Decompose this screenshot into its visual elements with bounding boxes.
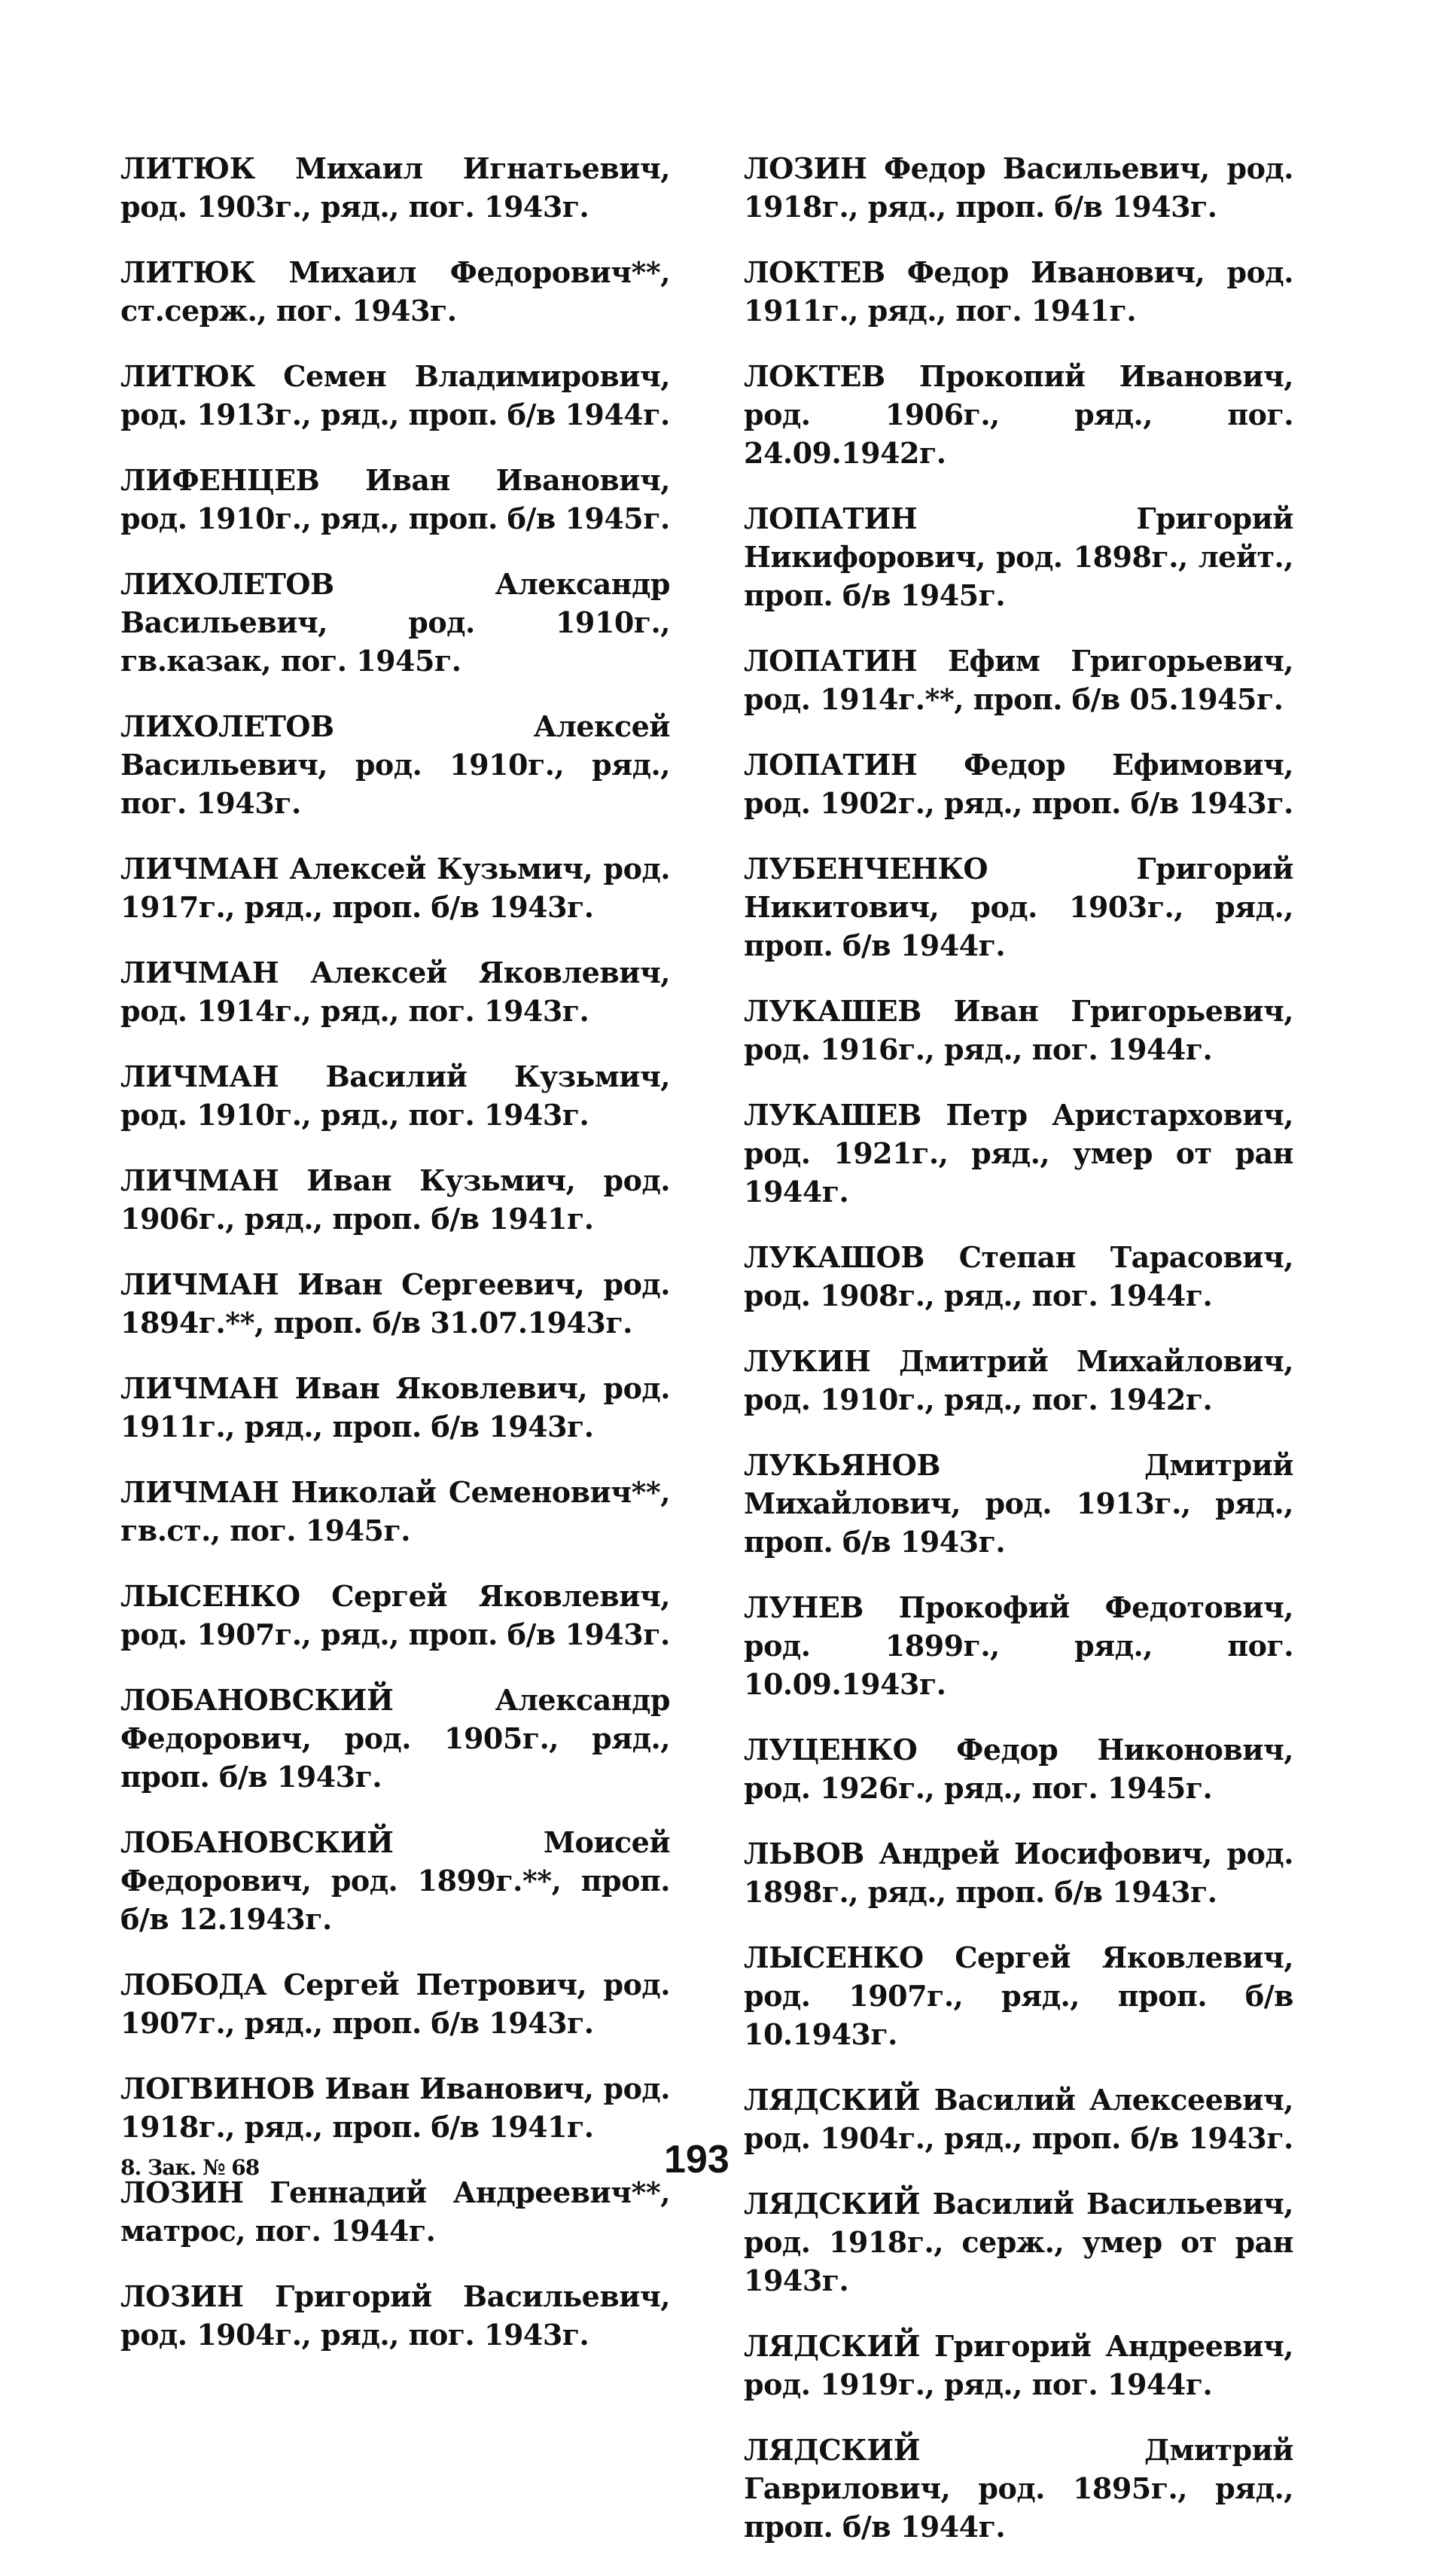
- list-item: [120, 707, 670, 822]
- entry-name: ЛИФЕНЦЕВ Иван Иванович,: [120, 463, 670, 497]
- list-item: [120, 1577, 670, 1654]
- entry-name: ЛЯДСКИЙ Дмитрий Гаврилович,: [744, 2433, 1293, 2505]
- list-item: [120, 1057, 670, 1134]
- entry-name: ЛИЧМАН Николай Семенович**,: [120, 1475, 670, 1509]
- list-item: [120, 2173, 670, 2250]
- list-item: [744, 1938, 1293, 2053]
- entry-details: род. 1910г., гв.казак, пог. 1945г.: [120, 605, 670, 678]
- list-item: [744, 1342, 1293, 1419]
- entry-details: род. 1911г., ряд., пог. 1941г.: [744, 255, 1293, 328]
- entry-details: род. 1910г., ряд., пог. 1943г.: [120, 748, 670, 820]
- entry-name: ЛУКАШЕВ Петр Аристархович,: [744, 1098, 1293, 1132]
- list-item: [744, 992, 1293, 1069]
- entry-name: ЛЯДСКИЙ Григорий Андреевич,: [744, 2329, 1293, 2363]
- entry-details: род. 1921г., ряд., умер от ран 1944г.: [744, 1136, 1293, 1209]
- entry-details: род. 1902г., ряд., проп. б/в 1943г.: [744, 786, 1293, 820]
- list-item: [120, 1161, 670, 1238]
- entry-name: ЛЯДСКИЙ Василий Васильевич,: [744, 2187, 1293, 2221]
- entry-details: род. 1918г., серж., умер от ран 1943г.: [744, 2225, 1293, 2297]
- entry-name: ЛИХОЛЕТОВ Алексей Васильевич,: [120, 709, 670, 782]
- entry-name: ЛИЧМАН Василий Кузьмич,: [120, 1059, 670, 1093]
- entry-name: ЛУЦЕНКО Федор Никонович,: [744, 1733, 1293, 1767]
- entry-details: гв.ст., пог. 1945г.: [120, 1514, 410, 1547]
- entry-name: ЛОЗИН Геннадий Андреевич**,: [120, 2175, 670, 2209]
- entry-name: ЛИЧМАН Иван Сергеевич,: [120, 1267, 585, 1301]
- entry-name: ЛОЗИН Григорий Васильевич,: [120, 2279, 670, 2313]
- list-item: [120, 849, 670, 926]
- list-item: [120, 357, 670, 434]
- list-item: [744, 2327, 1293, 2404]
- list-item: [744, 1446, 1293, 1561]
- entry-details: род. 1907г., ряд., проп. б/в 10.1943г.: [744, 1979, 1293, 2051]
- entry-name: ЛУНЕВ Прокофий Федотович,: [744, 1590, 1293, 1624]
- list-item: [744, 2081, 1293, 2157]
- entry-details: род. 1898г., ряд., проп. б/в 1943г.: [744, 1837, 1293, 1909]
- entry-name: ЛУБЕНЧЕНКО Григорий Никитович,: [744, 852, 1293, 924]
- entry-name: ЛОБОДА Сергей Петрович,: [120, 1968, 587, 2001]
- entry-name: ЛОКТЕВ Федор Иванович,: [744, 255, 1205, 289]
- entry-name: ЛУКАШЕВ Иван Григорьевич,: [744, 994, 1293, 1028]
- entry-details: род. 1899г.**, проп. б/в 12.1943г.: [120, 1864, 670, 1936]
- list-item: [744, 1096, 1293, 1211]
- entry-details: род. 1916г., ряд., пог. 1944г.: [744, 1032, 1213, 1066]
- list-item: [120, 1369, 670, 1446]
- entry-details: род. 1913г., ряд., проп. б/в 1943г.: [744, 1486, 1294, 1559]
- list-item: [744, 1588, 1293, 1703]
- left-column: [120, 149, 670, 2381]
- entry-details: род. 1910г., ряд., проп. б/в 1945г.: [120, 501, 670, 535]
- entry-name: ЛЬВОВ Андрей Иосифович,: [744, 1837, 1212, 1870]
- entry-details: род. 1918г., ряд., проп. б/в 1943г.: [744, 151, 1293, 224]
- entry-details: род. 1907г., ряд., проп. б/в 1943г.: [120, 1617, 670, 1651]
- entry-details: род. 1926г., ряд., пог. 1945г.: [744, 1771, 1213, 1805]
- page-number: 193: [664, 2138, 730, 2181]
- entry-name: ЛОБАНОВСКИЙ Александр Федорович,: [120, 1683, 670, 1755]
- entry-name: ЛЯДСКИЙ Василий Алексеевич,: [744, 2083, 1293, 2117]
- list-item: [120, 149, 670, 226]
- entry-details: род. 1910г., ряд., пог. 1942г.: [744, 1383, 1213, 1416]
- list-item: [120, 953, 670, 1030]
- entry-details: род. 1911г., ряд., проп. б/в 1943г.: [120, 1371, 670, 1444]
- entry-name: ЛИЧМАН Иван Яковлевич,: [120, 1371, 588, 1405]
- entry-name: ЛИТЮК Михаил Федорович**,: [120, 255, 670, 289]
- list-item: [120, 1265, 670, 1342]
- list-item: [120, 565, 670, 680]
- entry-details: род. 1919г., ряд., пог. 1944г.: [744, 2367, 1213, 2401]
- entry-details: род. 1914г.**, проп. б/в 05.1945г.: [744, 682, 1284, 716]
- list-item: [744, 499, 1293, 614]
- right-column: [744, 149, 1293, 2573]
- entry-details: род. 1894г.**, проп. б/в 31.07.1943г.: [120, 1267, 670, 1340]
- list-item: [744, 642, 1293, 718]
- entry-name: ЛОПАТИН Ефим Григорьевич,: [744, 644, 1293, 678]
- entry-details: род. 1905г., ряд., проп. б/в 1943г.: [120, 1721, 670, 1794]
- entry-details: род. 1898г., лейт., проп. б/в 1945г.: [744, 540, 1293, 612]
- list-item: [744, 1730, 1293, 1807]
- entry-details: род. 1904г., ряд., пог. 1943г.: [120, 2318, 589, 2352]
- list-item: [744, 1238, 1293, 1315]
- entry-name: ЛОГВИНОВ Иван Иванович,: [120, 2072, 594, 2105]
- entry-details: род. 1908г., ряд., пог. 1944г.: [744, 1279, 1213, 1312]
- entry-details: матрос, пог. 1944г.: [120, 2214, 436, 2248]
- entry-name: ЛОПАТИН Федор Ефимович,: [744, 748, 1293, 782]
- entry-details: род. 1904г., ряд., проп. б/в 1943г.: [744, 2121, 1293, 2155]
- list-item: [120, 1965, 670, 2042]
- entry-name: ЛУКЬЯНОВ Дмитрий Михайлович,: [744, 1448, 1293, 1520]
- entry-details: род. 1899г., ряд., пог. 10.09.1943г.: [744, 1629, 1293, 1701]
- entry-name: ЛИТЮК Семен Владимирович,: [120, 359, 670, 393]
- list-item: [120, 461, 670, 538]
- list-item: [744, 149, 1293, 226]
- entry-name: ЛОБАНОВСКИЙ Моисей Федорович,: [120, 1825, 670, 1898]
- entry-name: ЛИЧМАН Алексей Яковлевич,: [120, 956, 670, 989]
- list-item: [120, 1473, 670, 1550]
- list-item: [744, 2431, 1293, 2546]
- entry-details: род. 1913г., ряд., проп. б/в 1944г.: [120, 398, 670, 431]
- list-item: [744, 2184, 1293, 2300]
- list-item: [120, 1823, 670, 1938]
- entry-name: ЛУКИН Дмитрий Михайлович,: [744, 1344, 1293, 1378]
- list-item: [120, 2069, 670, 2146]
- entry-details: род. 1903г., ряд., пог. 1943г.: [120, 190, 589, 224]
- list-item: [744, 849, 1293, 965]
- entry-details: род. 1906г., ряд., пог. 24.09.1942г.: [744, 398, 1293, 470]
- entry-name: ЛИХОЛЕТОВ Александр Васильевич,: [120, 567, 670, 639]
- entry-name: ЛИЧМАН Алексей Кузьмич,: [120, 852, 593, 886]
- list-item: [744, 1834, 1293, 1911]
- entry-name: ЛОПАТИН Григорий Никифорович,: [744, 501, 1293, 574]
- entry-name: ЛОКТЕВ Прокопий Иванович,: [744, 359, 1293, 393]
- list-item: [744, 745, 1293, 822]
- entry-name: ЛИТЮК Михаил Игнатьевич,: [120, 151, 670, 185]
- entry-details: род. 1907г., ряд., проп. б/в 1943г.: [120, 1968, 670, 2040]
- entry-details: род. 1903г., ряд., проп. б/в 1944г.: [744, 890, 1294, 962]
- entry-details: род. 1917г., ряд., проп. б/в 1943г.: [120, 852, 671, 924]
- list-item: [744, 253, 1293, 330]
- entry-details: род. 1910г., ряд., пог. 1943г.: [120, 1098, 589, 1132]
- list-item: [120, 253, 670, 330]
- entry-name: ЛЫСЕНКО Сергей Яковлевич,: [744, 1940, 1293, 1974]
- list-item: [120, 2277, 670, 2354]
- entry-details: род. 1918г., ряд., проп. б/в 1941г.: [120, 2072, 670, 2144]
- entry-name: ЛОЗИН Федор Васильевич,: [744, 151, 1210, 185]
- entry-details: род. 1895г., ряд., проп. б/в 1944г.: [744, 2471, 1294, 2544]
- entry-name: ЛУКАШОВ Степан Тарасович,: [744, 1240, 1293, 1274]
- list-item: [744, 357, 1293, 472]
- list-item: [120, 1681, 670, 1796]
- entry-name: ЛЫСЕНКО Сергей Яковлевич,: [120, 1579, 670, 1613]
- entry-details: ст.серж., пог. 1943г.: [120, 294, 457, 328]
- entry-details: род. 1914г., ряд., пог. 1943г.: [120, 994, 589, 1028]
- entry-details: род. 1906г., ряд., проп. б/в 1941г.: [120, 1163, 671, 1236]
- printer-signature: 8. Зак. № 68: [120, 2155, 260, 2180]
- entry-name: ЛИЧМАН Иван Кузьмич,: [120, 1163, 576, 1197]
